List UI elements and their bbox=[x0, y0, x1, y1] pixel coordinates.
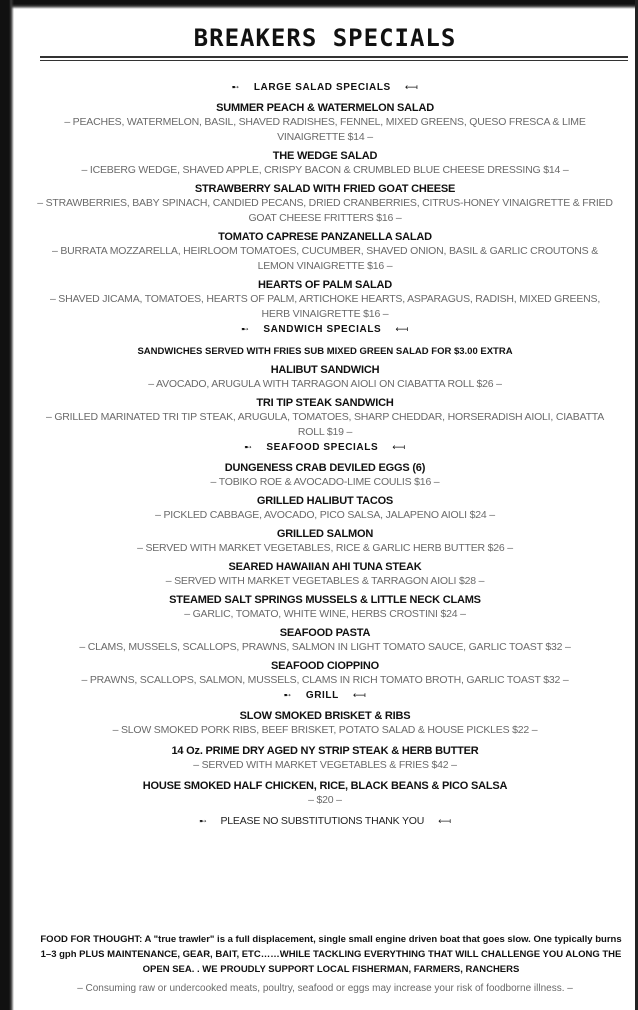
arrow-right-icon: ➸ bbox=[231, 82, 240, 92]
menu-item-name: TRI TIP STEAK SANDWICH bbox=[256, 397, 394, 409]
menu-item-name: GRILLED SALMON bbox=[276, 528, 374, 540]
menu-item-desc: – TOBIKO ROE & AVOCADO-LIME COULIS $16 – bbox=[210, 476, 440, 488]
menu-item-name: HEARTS OF PALM SALAD bbox=[258, 279, 392, 291]
sandwich-note: SANDWICHES SERVED WITH FRIES SUB MIXED GREEN SALAD FOR $3.00 EXTRA bbox=[137, 346, 513, 357]
menu-item-desc: – AVOCADO, ARUGULA WITH TARRAGON AIOLI ON CIABATTA ROLL $26 – bbox=[148, 378, 502, 390]
menu-item-desc: – GARLIC, TOMATO, WHITE WINE, HERBS CROSTINI $24 – bbox=[184, 608, 466, 620]
menu-item-desc: – $20 – bbox=[308, 794, 342, 806]
menu-item-name: 14 Oz. PRIME DRY AGED NY STRIP STEAK & HERB BUTTER bbox=[171, 745, 479, 757]
menu-item-name: STEAMED SALT SPRINGS MUSSELS & LITTLE NECK CLAMS bbox=[169, 594, 481, 606]
menu-item-name: SLOW SMOKED BRISKET & RIBS bbox=[239, 710, 411, 722]
section-heading-label: SEAFOOD SPECIALS bbox=[266, 442, 379, 453]
arrow-left-icon: ⟻ bbox=[395, 324, 409, 334]
menu-item-desc: – SERVED WITH MARKET VEGETABLES & TARRAGON AIOLI $28 – bbox=[165, 575, 485, 587]
menu-item-desc: – SHAVED JICAMA, TOMATOES, HEARTS OF PALM, ARTICHOKE HEARTS, ASPARAGUS, RADISH, MIXED GREENS, HERB VINAIGRETTE $16 – bbox=[49, 293, 601, 320]
menu-item-name: DUNGENESS CRAB DEVILED EGGS (6) bbox=[224, 462, 426, 474]
menu-page bbox=[20, 0, 630, 1010]
menu-item-name: STRAWBERRY SALAD WITH FRIED GOAT CHEESE bbox=[194, 183, 456, 195]
menu-item-desc: – GRILLED MARINATED TRI TIP STEAK, ARUGULA, TOMATOES, SHARP CHEDDAR, HORSERADISH AIOLI, CIABATTA ROLL $19 – bbox=[45, 411, 605, 438]
no-substitutions-label: PLEASE NO SUBSTITUTIONS THANK YOU bbox=[220, 815, 425, 827]
arrow-left-icon: ⟻ bbox=[392, 442, 406, 452]
section-heading-label: SANDWICH SPECIALS bbox=[263, 324, 382, 335]
arrow-right-icon: ➸ bbox=[244, 442, 253, 452]
arrow-right-icon: ➸ bbox=[241, 324, 250, 334]
menu-item-desc: – PEACHES, WATERMELON, BASIL, SHAVED RADISHES, FENNEL, MIXED GREENS, QUESO FRESCA & LIME VINAIGRETTE $14 – bbox=[64, 116, 586, 143]
arrow-left-icon: ⟻ bbox=[352, 690, 367, 700]
menu-item-name: SEAFOOD PASTA bbox=[279, 627, 371, 639]
arrow-right-icon: ➸ bbox=[283, 690, 292, 700]
menu-item-name: SEARED HAWAIIAN AHI TUNA STEAK bbox=[228, 561, 422, 573]
health-warning: – Consuming raw or undercooked meats, poultry, seafood or eggs may increase your risk of foodborne illness. – bbox=[77, 983, 573, 994]
arrow-left-icon: ⟻ bbox=[438, 816, 451, 826]
title-rule-thin bbox=[40, 60, 628, 61]
page-title: BREAKERS SPECIALS bbox=[193, 24, 457, 52]
section-heading-label: LARGE SALAD SPECIALS bbox=[253, 82, 391, 93]
menu-item-desc: – CLAMS, MUSSELS, SCALLOPS, PRAWNS, SALMON IN LIGHT TOMATO SAUCE, GARLIC TOAST $32 – bbox=[79, 641, 571, 653]
menu-item-desc: – SLOW SMOKED PORK RIBS, BEEF BRISKET, POTATO SALAD & HOUSE PICKLES $22 – bbox=[112, 724, 538, 736]
menu-item-desc: – PRAWNS, SCALLOPS, SALMON, MUSSELS, CLAMS IN RICH TOMATO BROTH, GARLIC TOAST $32 – bbox=[81, 674, 569, 686]
no-substitutions-note bbox=[36, 814, 614, 829]
menu-item-desc: – SERVED WITH MARKET VEGETABLES & FRIES $42 – bbox=[193, 759, 457, 771]
section-heading-seafood bbox=[20, 440, 630, 455]
section-heading-large-salad bbox=[20, 80, 630, 95]
menu-item-desc: – PICKLED CABBAGE, AVOCADO, PICO SALSA, JALAPENO AIOLI $24 – bbox=[155, 509, 495, 521]
menu-item-desc: – SERVED WITH MARKET VEGETABLES, RICE & GARLIC HERB BUTTER $26 – bbox=[137, 542, 513, 554]
menu-item-name: HOUSE SMOKED HALF CHICKEN, RICE, BLACK BEANS & PICO SALSA bbox=[142, 780, 508, 792]
menu-item-desc: – BURRATA MOZZARELLA, HEIRLOOM TOMATOES, CUCUMBER, SHAVED ONION, BASIL & GARLIC CROUTONS & LEMON VINAIGRETTE $16 – bbox=[52, 245, 598, 272]
menu-item-name: SUMMER PEACH & WATERMELON SALAD bbox=[216, 102, 434, 114]
menu-item-name: HALIBUT SANDWICH bbox=[270, 364, 380, 376]
title-rule bbox=[40, 56, 628, 58]
menu-content bbox=[20, 80, 630, 829]
menu-item-desc: – ICEBERG WEDGE, SHAVED APPLE, CRISPY BACON & CRUMBLED BLUE CHEESE DRESSING $14 – bbox=[81, 164, 569, 176]
food-for-thought: FOOD FOR THOUGHT: A "true trawler" is a full displacement, single small engine driven boat that goes slow. One typically burns 1–3 gph PLUS MAINTENANCE, GEAR, BAIT, ETC……WHILE TACKLING EVERYTHING THAT WILL CHALLENGE YOU ALONG THE OPEN SEA. . WE PROUDLY SUPPORT LOCAL FISHERMAN, FARMERS, RANCHERS bbox=[40, 934, 622, 975]
arrow-left-icon: ⟻ bbox=[404, 82, 419, 92]
menu-item-name: THE WEDGE SALAD bbox=[272, 150, 378, 162]
menu-item-name: TOMATO CAPRESE PANZANELLA SALAD bbox=[218, 231, 432, 243]
section-heading-label: GRILL bbox=[305, 690, 339, 701]
menu-item-name: GRILLED HALIBUT TACOS bbox=[256, 495, 394, 507]
menu-item-name: SEAFOOD CIOPPINO bbox=[270, 660, 380, 672]
section-heading-sandwich bbox=[20, 322, 630, 337]
arrow-right-icon: ➸ bbox=[199, 816, 207, 826]
menu-item-desc: – STRAWBERRIES, BABY SPINACH, CANDIED PECANS, DRIED CRANBERRIES, CITRUS-HONEY VINAIGRETTE & FRIED GOAT CHEESE FRITTERS $16 – bbox=[37, 197, 613, 224]
section-heading-grill bbox=[20, 688, 630, 703]
brush-border-left bbox=[0, 0, 14, 1010]
